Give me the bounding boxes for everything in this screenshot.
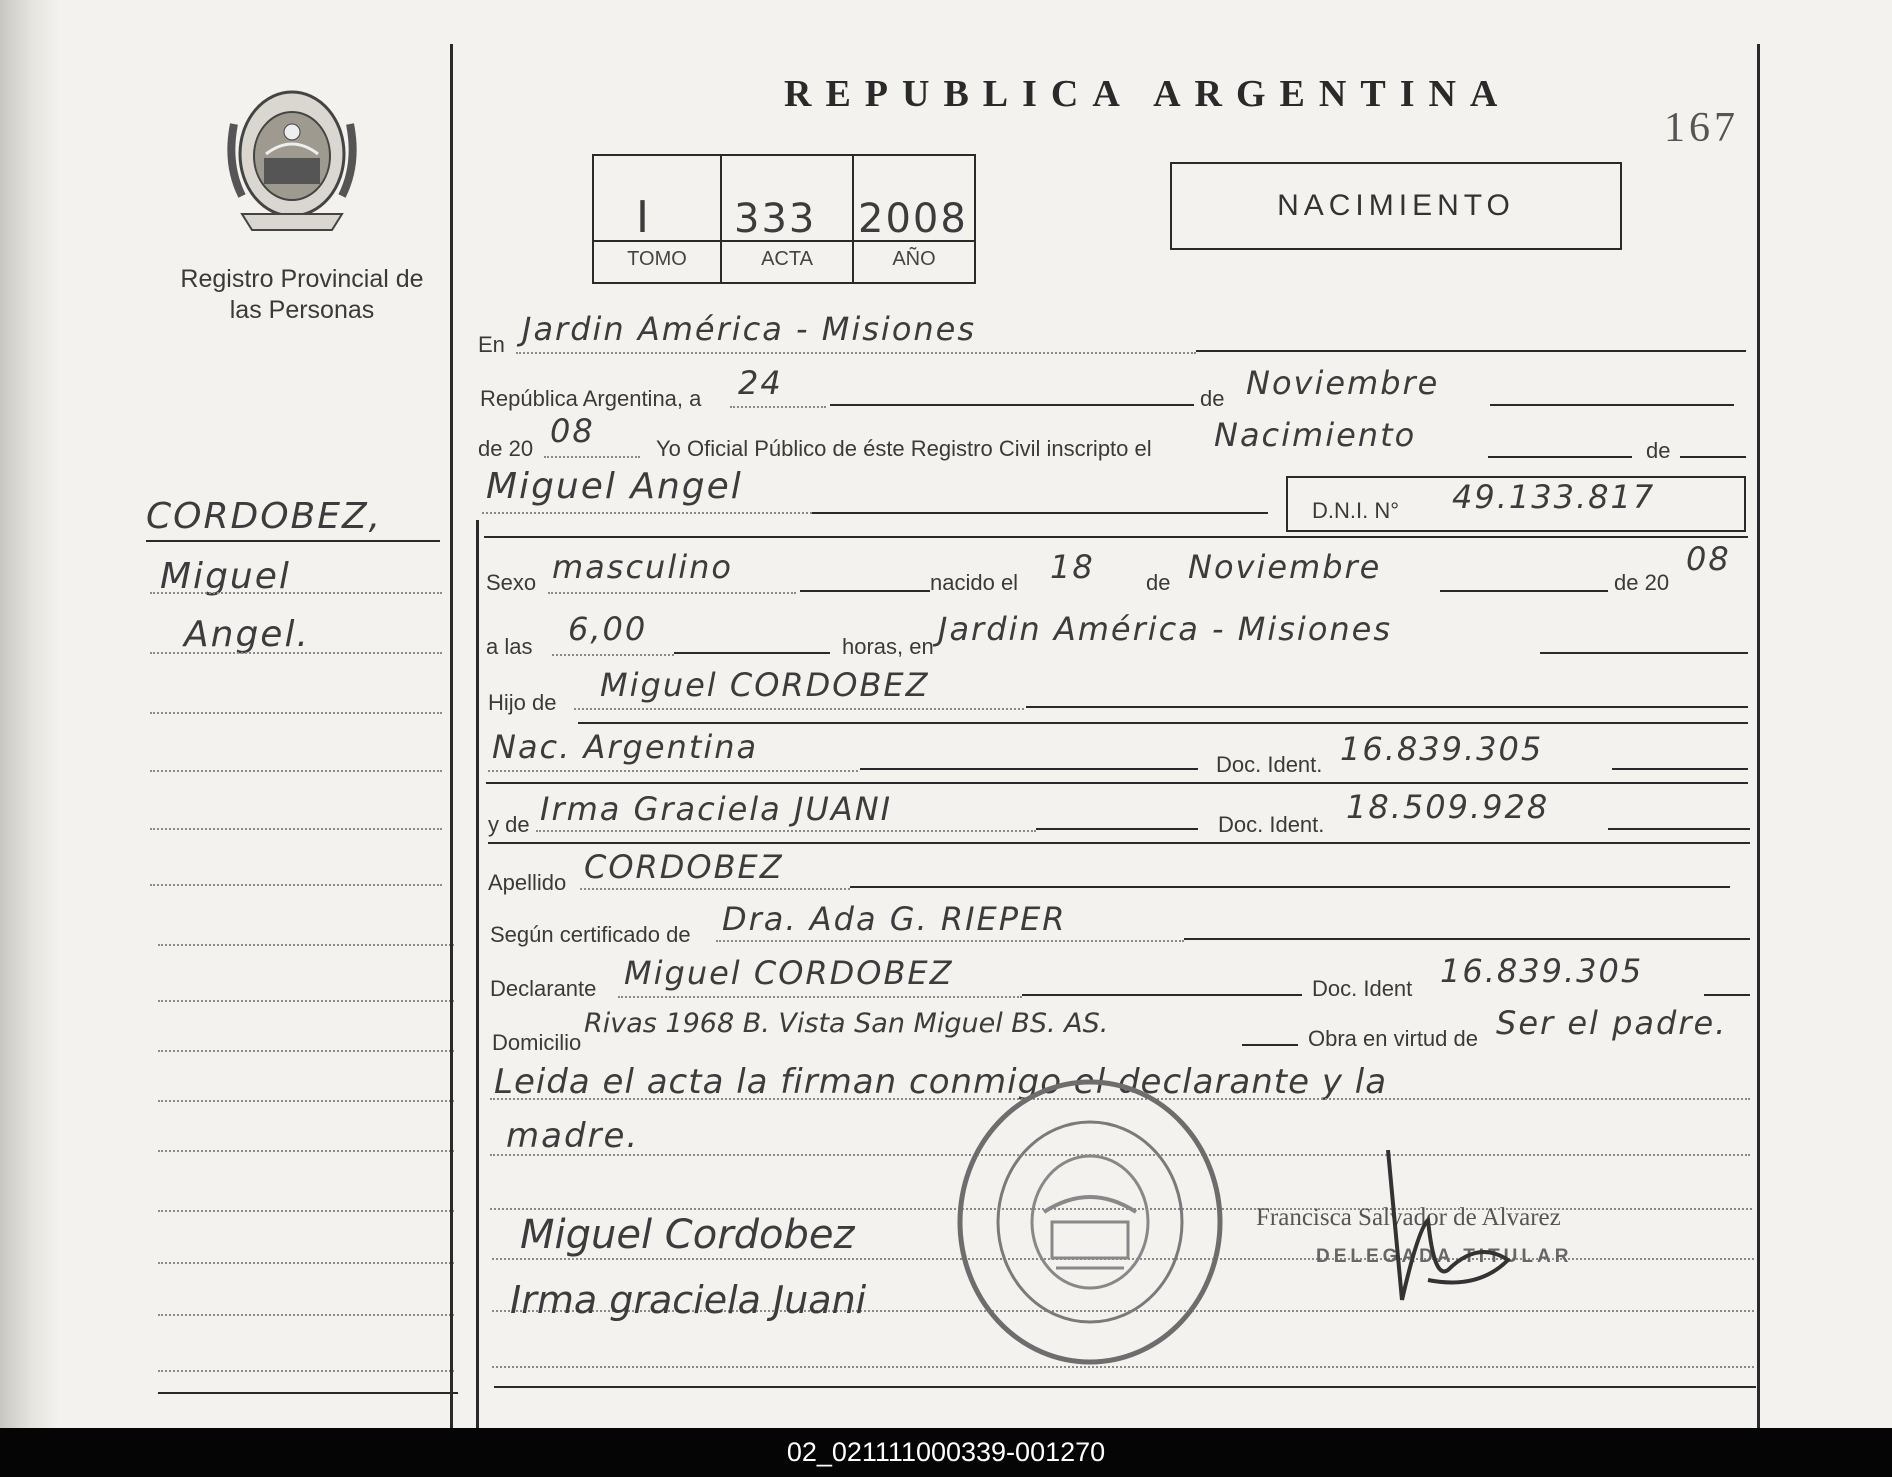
birth-year-suffix: 08: [1686, 540, 1731, 578]
dotted-line: [516, 352, 1196, 354]
mother-name: Irma Graciela JUANI: [540, 790, 893, 828]
margin-note-surname: CORDOBEZ,: [146, 496, 383, 537]
inscripto-value: Nacimiento: [1214, 416, 1417, 454]
solid-line: [486, 782, 1748, 784]
solid-line: [812, 512, 1268, 514]
doc-ident-label: Doc. Ident.: [1218, 812, 1325, 837]
declarante-label: Declarante: [490, 976, 597, 1001]
provincial-seal-icon: [222, 84, 362, 236]
doc-ident-label: Doc. Ident.: [1216, 752, 1323, 777]
solid-line: [1184, 938, 1750, 940]
bottom-rule: [494, 1386, 1756, 1388]
acta-value: 333: [734, 196, 817, 242]
solid-line: [1026, 706, 1748, 708]
day-value: 24: [738, 364, 783, 402]
page-number: 167: [1664, 105, 1739, 151]
signature-mother: Irma graciela Juani: [510, 1278, 867, 1322]
margin-dotted-line: [150, 652, 442, 654]
declarante-doc: 16.839.305: [1440, 952, 1644, 990]
domicilio-value: Rivas 1968 B. Vista San Miguel BS. AS.: [584, 1008, 1109, 1039]
father-name: Miguel CORDOBEZ: [600, 666, 930, 704]
margin-dotted-line: [150, 712, 442, 714]
solid-line: [1196, 350, 1746, 352]
birth-place: Jardin América - Misiones: [938, 610, 1393, 648]
dotted-line: [536, 830, 1036, 832]
hijo-label: Hijo de: [488, 690, 557, 715]
republica-label: República Argentina, a: [480, 386, 702, 411]
tomo-value: I: [636, 192, 651, 243]
dotted-line: [488, 770, 858, 772]
dotted-line: [716, 940, 1184, 942]
obra-label: Obra en virtud de: [1308, 1026, 1478, 1051]
margin-bottom-rule: [158, 1392, 458, 1394]
solid-line: [1540, 652, 1748, 654]
de20-label: de 20: [478, 436, 534, 461]
oficial-label: Yo Oficial Público de éste Registro Civil inscripto el: [656, 436, 1152, 461]
dotted-line: [730, 406, 826, 408]
solid-line: [674, 652, 830, 654]
dotted-line: [552, 654, 674, 656]
dotted-line: [482, 512, 812, 514]
left-margin-rule: [450, 44, 453, 1428]
inner-margin-rule: [476, 520, 479, 1428]
domicilio-label: Domicilio: [492, 1030, 582, 1055]
segun-label: Según certificado de: [490, 922, 691, 947]
right-margin-rule: [1757, 44, 1760, 1428]
de20-label: de 20: [1614, 570, 1670, 595]
margin-note-name1: Miguel: [160, 556, 291, 597]
month-value: Noviembre: [1246, 364, 1440, 402]
mother-doc: 18.509.928: [1346, 788, 1550, 826]
birth-day: 18: [1050, 548, 1095, 586]
solid-line: [1680, 456, 1746, 458]
margin-dotted-line: [158, 1370, 454, 1372]
solid-line: [1612, 768, 1748, 770]
dni-label: D.N.I. N°: [1312, 498, 1400, 523]
dotted-line: [618, 996, 1022, 998]
solid-line: [1036, 828, 1198, 830]
margin-dotted-line: [150, 884, 442, 886]
document-id-bar: 02_021111000339-001270: [0, 1428, 1892, 1477]
tomo-label: TOMO: [627, 248, 687, 270]
solid-line: [860, 768, 1198, 770]
margin-dotted-line: [158, 1262, 454, 1264]
solid-line: [830, 404, 1194, 406]
nacido-label: nacido el: [930, 570, 1019, 595]
margin-dotted-line: [158, 1150, 454, 1152]
solid-line: [1022, 994, 1302, 996]
apellido-value: CORDOBEZ: [584, 848, 784, 886]
margin-dotted-line: [150, 592, 442, 594]
en-label: En: [478, 332, 505, 357]
de-label: de: [1200, 386, 1225, 411]
note-line-1: Leida el acta la firman conmigo el declarante y la: [494, 1062, 1388, 1102]
margin-dotted-line: [150, 770, 442, 772]
father-nationality: Nac. Argentina: [492, 728, 759, 766]
margin-dotted-line: [150, 828, 442, 830]
birth-month: Noviembre: [1188, 548, 1382, 586]
margin-note-name2: Angel.: [184, 614, 310, 655]
country-title: REPUBLICA ARGENTINA: [784, 73, 1512, 115]
margin-dotted-line: [158, 1210, 454, 1212]
declarante-value: Miguel CORDOBEZ: [624, 954, 954, 992]
place-value: Jardin América - Misiones: [522, 310, 977, 348]
name-value: Miguel Angel: [486, 466, 743, 507]
solid-line: [800, 590, 930, 592]
dni-value: 49.133.817: [1452, 478, 1656, 516]
registry-name: Registro Provincial de las Personas: [180, 265, 424, 324]
margin-dotted-line: [158, 1000, 454, 1002]
solid-line: [1608, 828, 1750, 830]
solid-line: [1242, 1044, 1298, 1046]
dotted-line: [580, 888, 850, 890]
solid-line: [850, 886, 1730, 888]
apellido-label: Apellido: [488, 870, 567, 895]
signature-declarante: Miguel Cordobez: [520, 1212, 855, 1258]
acta-label: ACTA: [761, 248, 813, 270]
margin-dotted-line: [158, 1314, 454, 1316]
ano-value: 2008: [858, 196, 968, 242]
dotted-line: [574, 708, 1024, 710]
margin-line: [146, 540, 440, 542]
alas-label: a las: [486, 634, 533, 659]
solid-line: [1488, 456, 1632, 458]
act-type-box: NACIMIENTO: [1170, 162, 1622, 250]
margin-dotted-line: [158, 1050, 454, 1052]
de-label: de: [1646, 438, 1671, 463]
official-role: DELEGADA TITULAR: [1316, 1246, 1573, 1267]
horas-label: horas, en: [842, 634, 934, 659]
solid-line: [578, 722, 1748, 724]
father-doc: 16.839.305: [1340, 730, 1544, 768]
dotted-line: [544, 456, 640, 458]
solid-line: [484, 536, 1748, 538]
de-label: de: [1146, 570, 1171, 595]
sexo-label: Sexo: [486, 570, 537, 595]
official-name: Francisca Salvador de Alvarez: [1256, 1204, 1561, 1231]
ano-label: AÑO: [892, 248, 936, 270]
note-line-2: madre.: [506, 1116, 640, 1156]
year-suffix: 08: [550, 412, 595, 450]
margin-dotted-line: [158, 1100, 454, 1102]
official-signature-icon: [1368, 1150, 1528, 1310]
solid-line: [1704, 994, 1750, 996]
solid-line: [1440, 590, 1608, 592]
book-binding: [0, 0, 60, 1428]
dotted-line: [548, 592, 796, 594]
solid-line: [488, 842, 1750, 844]
obra-value: Ser el padre.: [1496, 1004, 1728, 1042]
birth-time: 6,00: [568, 610, 648, 648]
certificate-by: Dra. Ada G. RIEPER: [722, 900, 1067, 938]
yde-label: y de: [488, 812, 530, 837]
margin-dotted-line: [158, 944, 454, 946]
doc-ident-label: Doc. Ident: [1312, 976, 1413, 1001]
solid-line: [1490, 404, 1734, 406]
dni-box: [1286, 476, 1746, 532]
official-stamp-icon: [940, 1072, 1240, 1372]
act-number-box: [592, 154, 976, 284]
sexo-value: masculino: [552, 548, 733, 586]
